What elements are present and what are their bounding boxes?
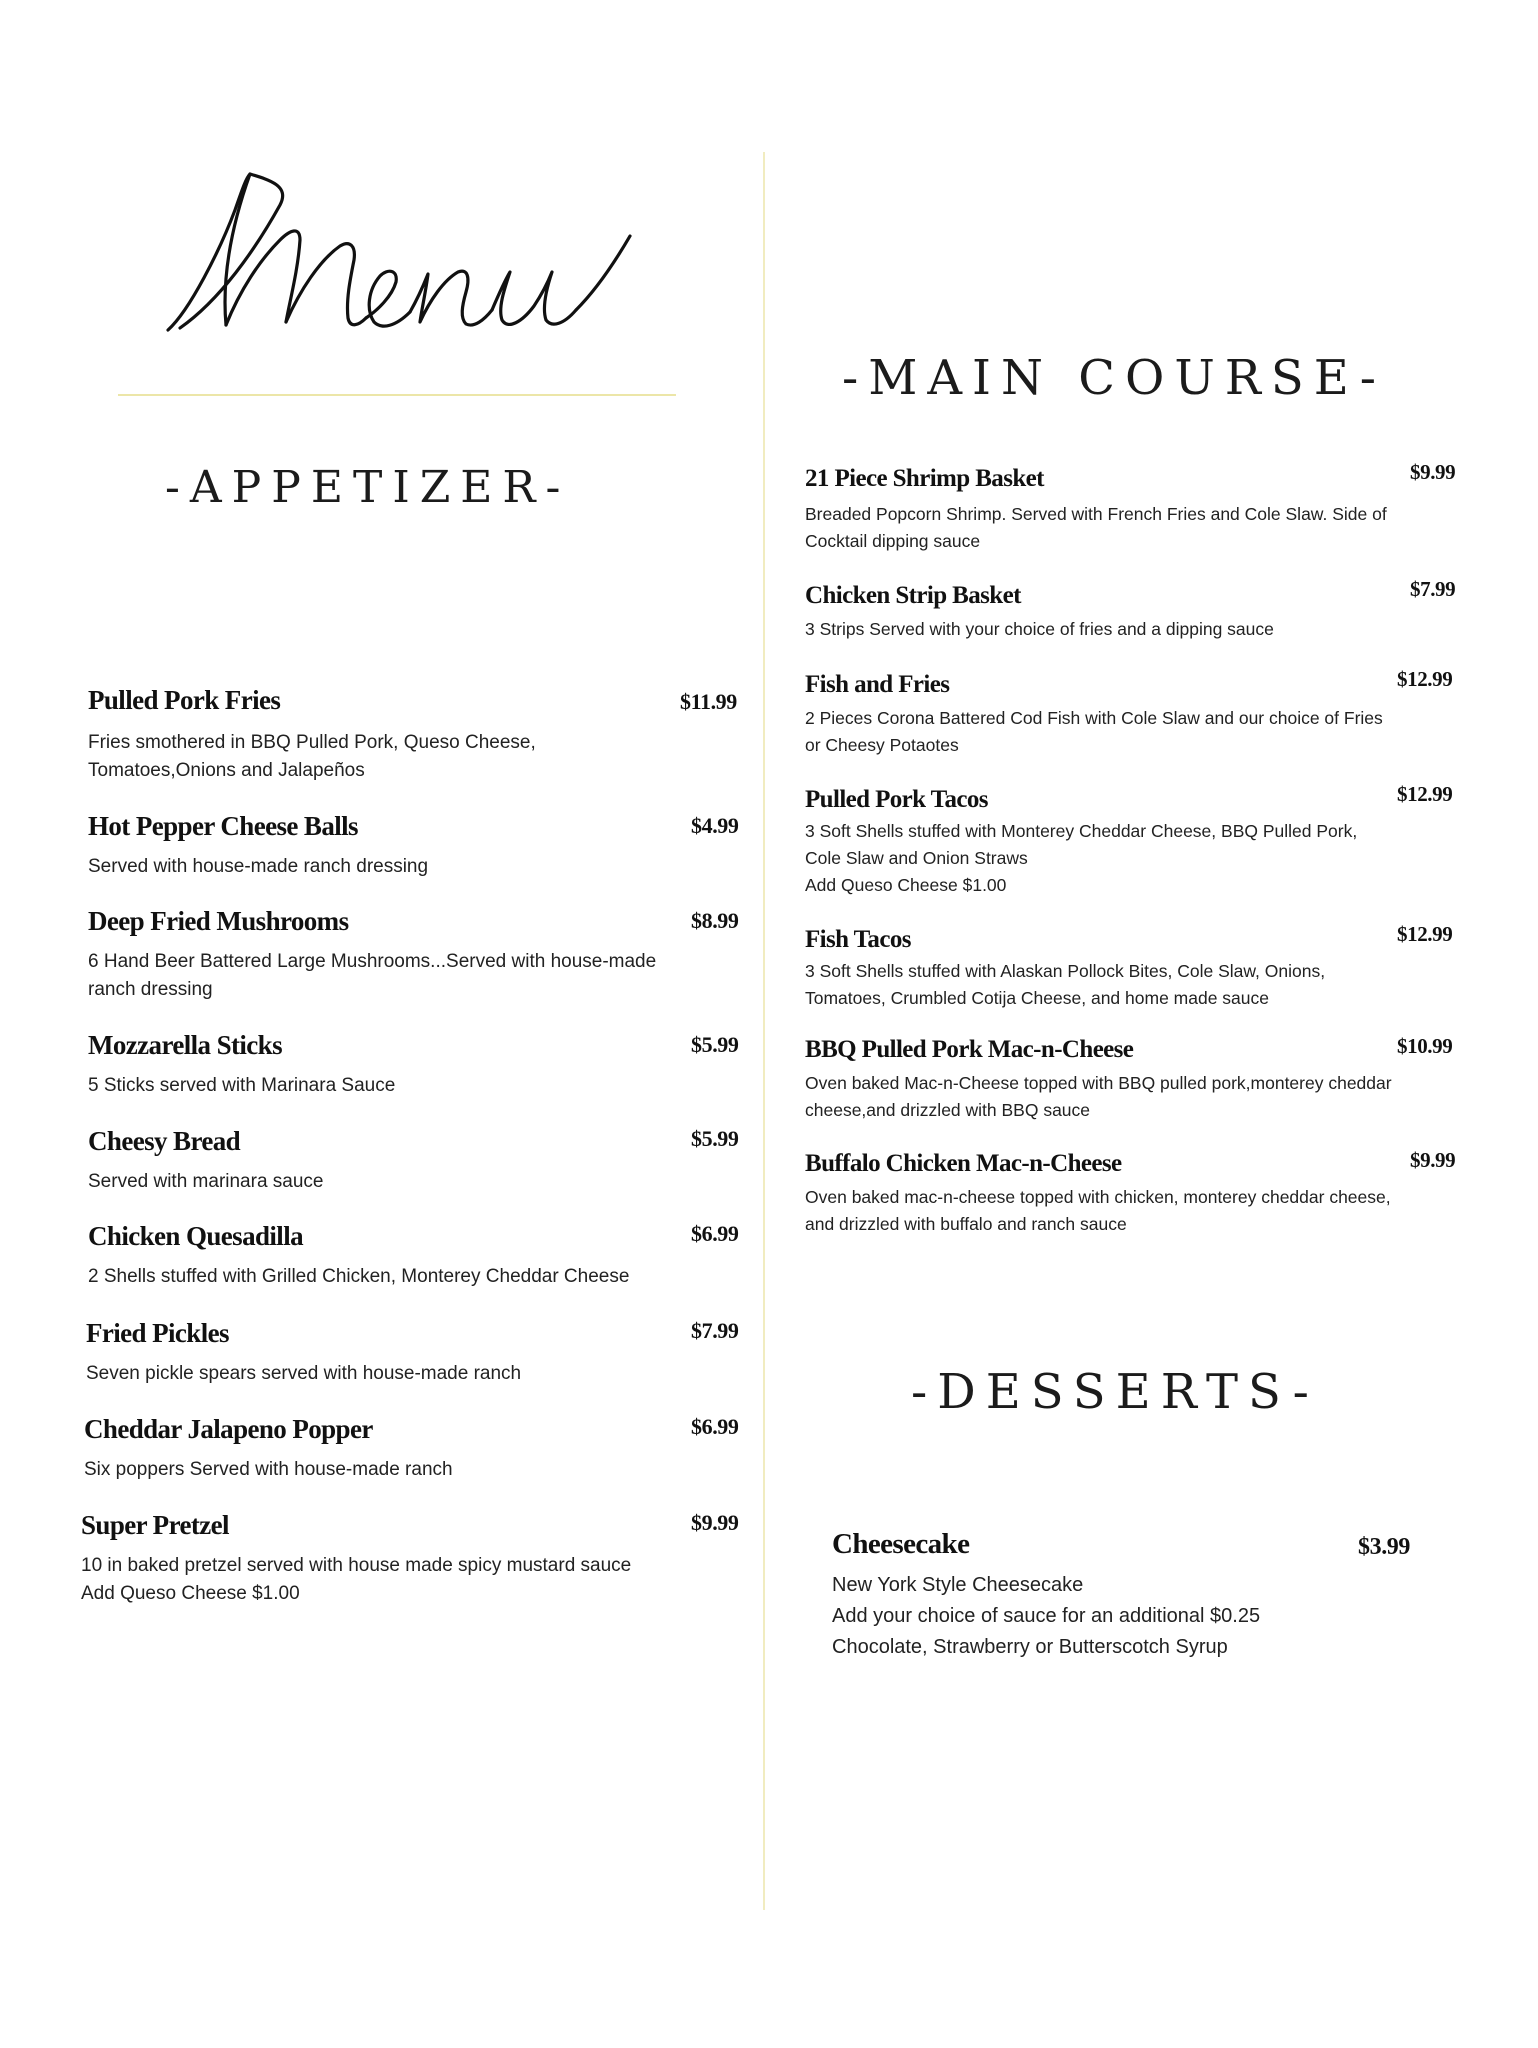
desserts-heading: -DESSERTS- xyxy=(911,1364,1319,1420)
item-name: Super Pretzel xyxy=(81,1510,229,1540)
item-price: $12.99 xyxy=(1397,922,1453,946)
item-name: Fried Pickles xyxy=(86,1318,229,1348)
item-name: Chicken Strip Basket xyxy=(805,582,1021,609)
item-price: $6.99 xyxy=(691,1221,739,1246)
item-description: New York Style Cheesecake Add your choice of sauce for an additional $0.25 Chocolate, Strawberry or Butterscotch Syrup xyxy=(832,1574,1261,1658)
item-price: $12.99 xyxy=(1397,667,1453,691)
title-underline xyxy=(118,394,676,396)
item-name: Pulled Pork Fries xyxy=(88,685,281,715)
main-course-heading: -MAIN COURSE- xyxy=(842,350,1386,406)
item-price: $5.99 xyxy=(691,1032,739,1057)
item-price: $11.99 xyxy=(680,689,737,714)
column-divider xyxy=(763,152,765,1910)
item-name: Buffalo Chicken Mac-n-Cheese xyxy=(805,1150,1122,1177)
item-price: $9.99 xyxy=(1410,1148,1456,1172)
item-description: 2 Shells stuffed with Grilled Chicken, Monterey Cheddar Cheese xyxy=(88,1266,630,1287)
item-price: $5.99 xyxy=(691,1126,739,1151)
item-name: Pulled Pork Tacos xyxy=(805,786,988,813)
item-price: $8.99 xyxy=(691,908,739,933)
item-description: 3 Soft Shells stuffed with Monterey Cheddar Cheese, BBQ Pulled Pork, Cole Slaw and Onion Straws Add Queso Cheese $1.00 xyxy=(805,821,1358,895)
item-price: $10.99 xyxy=(1397,1034,1453,1058)
item-description: 6 Hand Beer Battered Large Mushrooms...Served with house-made ranch dressing xyxy=(88,951,657,1000)
item-description: Breaded Popcorn Shrimp. Served with French Fries and Cole Slaw. Side of Cocktail dipping sauce xyxy=(805,504,1387,551)
item-name: BBQ Pulled Pork Mac-n-Cheese xyxy=(805,1036,1134,1063)
item-name: Mozzarella Sticks xyxy=(88,1030,283,1060)
item-price: $7.99 xyxy=(1410,577,1456,601)
item-price: $12.99 xyxy=(1397,782,1453,806)
item-name: Cheesy Bread xyxy=(88,1126,241,1156)
item-name: Cheesecake xyxy=(832,1528,970,1560)
item-description: Oven baked mac-n-cheese topped with chicken, monterey cheddar cheese, and drizzled with buffalo and ranch sauce xyxy=(805,1187,1391,1234)
item-price: $9.99 xyxy=(691,1510,739,1535)
item-description: Served with house-made ranch dressing xyxy=(88,856,429,877)
item-name: Fish Tacos xyxy=(805,926,911,953)
item-price: $6.99 xyxy=(691,1414,739,1439)
item-description: 5 Sticks served with Marinara Sauce xyxy=(88,1075,396,1096)
menu-title-script xyxy=(160,150,680,350)
item-description: Oven baked Mac-n-Cheese topped with BBQ pulled pork,monterey cheddar cheese,and drizzled with BBQ sauce xyxy=(805,1073,1392,1120)
item-name: Deep Fried Mushrooms xyxy=(88,906,349,936)
item-price: $7.99 xyxy=(691,1318,739,1343)
item-description: 10 in baked pretzel served with house made spicy mustard sauce Add Queso Cheese $1.00 xyxy=(81,1555,632,1604)
item-description: 3 Soft Shells stuffed with Alaskan Pollock Bites, Cole Slaw, Onions, Tomatoes, Crumbled Cotija Cheese, and home made sauce xyxy=(805,961,1326,1008)
item-description: 3 Strips Served with your choice of fries and a dipping sauce xyxy=(805,619,1274,639)
item-description: Fries smothered in BBQ Pulled Pork, Queso Cheese, Tomatoes,Onions and Jalapeños xyxy=(88,732,536,781)
item-name: Chicken Quesadilla xyxy=(88,1221,303,1251)
item-name: Cheddar Jalapeno Popper xyxy=(84,1414,373,1444)
item-description: Served with marinara sauce xyxy=(88,1171,324,1192)
item-price: $9.99 xyxy=(1410,460,1456,484)
item-description: 2 Pieces Corona Battered Cod Fish with Cole Slaw and our choice of Fries or Cheesy Potaotes xyxy=(805,708,1383,755)
menu-script-lettering xyxy=(160,150,680,350)
item-price: $3.99 xyxy=(1358,1534,1411,1560)
item-description: Seven pickle spears served with house-made ranch xyxy=(86,1363,522,1384)
item-price: $4.99 xyxy=(691,813,739,838)
appetizer-heading: -APPETIZER- xyxy=(165,462,571,513)
item-name: Hot Pepper Cheese Balls xyxy=(88,811,358,841)
item-name: Fish and Fries xyxy=(805,671,950,698)
item-name: 21 Piece Shrimp Basket xyxy=(805,465,1044,492)
item-description: Six poppers Served with house-made ranch xyxy=(84,1459,453,1480)
